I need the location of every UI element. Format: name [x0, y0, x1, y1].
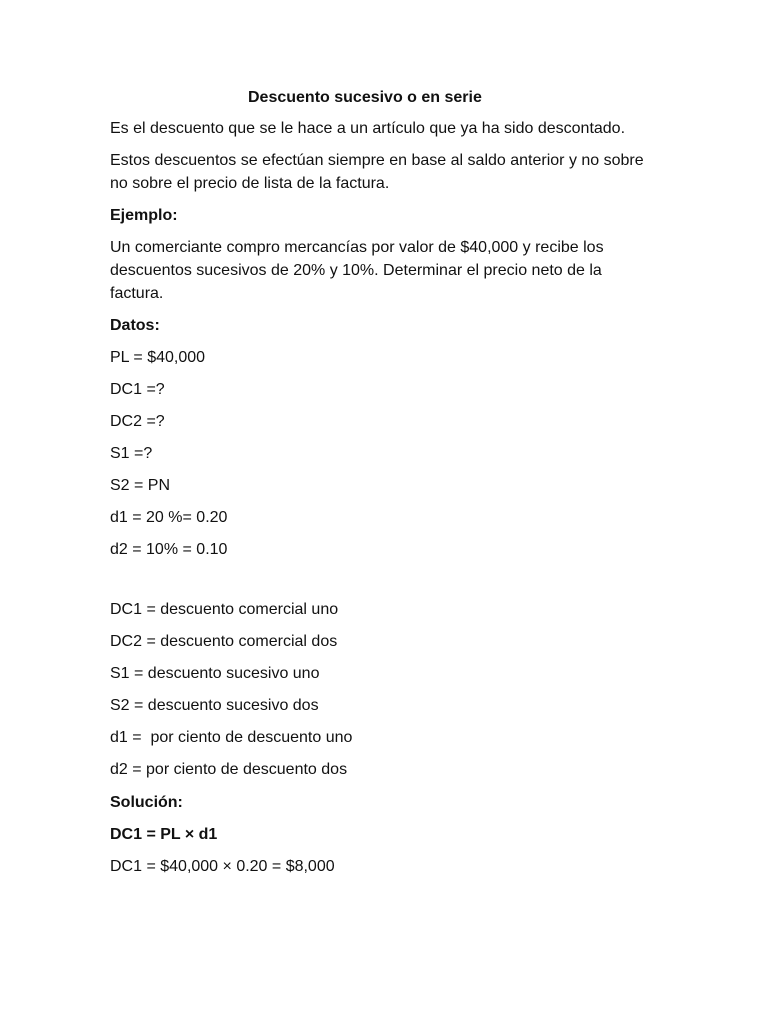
document-title: Descuento sucesivo o en serie: [248, 89, 482, 106]
explanation-line-1: Estos descuentos se efectúan siempre en base al saldo anterior y no sobre: [110, 152, 644, 169]
data-item: PL = $40,000: [110, 349, 206, 366]
data-item: S1 =?: [110, 445, 153, 462]
calculation-line: DC1 = $40,000 × 0.20 = $8,000: [110, 858, 335, 875]
definition-item: S1 = descuento sucesivo uno: [110, 665, 320, 682]
data-item: DC1 =?: [110, 381, 165, 398]
example-line-3: factura.: [110, 285, 164, 302]
solution-heading: Solución:: [110, 794, 183, 811]
definition-text: Es el descuento que se le hace a un artículo que ya ha sido descontado.: [110, 120, 626, 137]
data-item: d1 = 20 %= 0.20: [110, 509, 228, 526]
example-heading: Ejemplo:: [110, 207, 178, 224]
definition-item: d2 = por ciento de descuento dos: [110, 761, 348, 778]
definition-item: S2 = descuento sucesivo dos: [110, 697, 319, 714]
data-item: S2 = PN: [110, 477, 171, 494]
explanation-line-2: no sobre el precio de lista de la factura.: [110, 175, 390, 192]
data-item: DC2 =?: [110, 413, 165, 430]
definition-item: d1 = por ciento de descuento uno: [110, 729, 353, 746]
definition-item: DC2 = descuento comercial dos: [110, 633, 338, 650]
definition-item: DC1 = descuento comercial uno: [110, 601, 339, 618]
example-line-1: Un comerciante compro mercancías por valor de $40,000 y recibe los: [110, 239, 604, 256]
data-heading: Datos:: [110, 317, 160, 334]
data-item: d2 = 10% = 0.10: [110, 541, 228, 558]
formula-line: DC1 = PL × d1: [110, 826, 218, 843]
example-line-2: descuentos sucesivos de 20% y 10%. Determinar el precio neto de la: [110, 262, 602, 279]
